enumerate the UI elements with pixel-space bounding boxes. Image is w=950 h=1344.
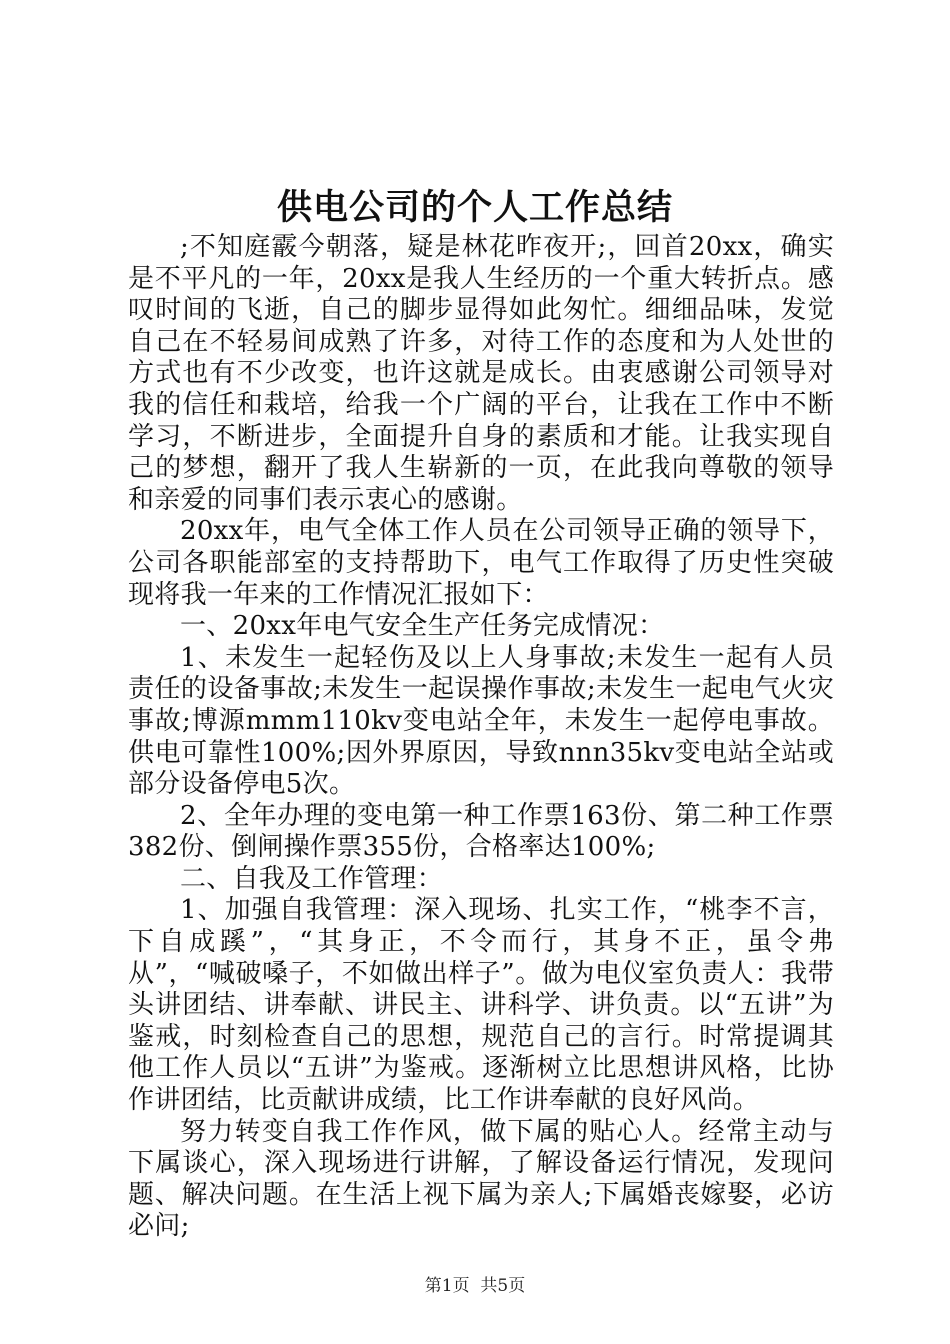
paragraph: 2、全年办理的变电第一种工作票163份、第二种工作票382份、倒闸操作票355份，合格率达100%;	[128, 800, 834, 863]
page-total: 共5页	[480, 1276, 526, 1296]
paragraph: 1、加强自我管理：深入现场、扎实工作，“桃李不言，下自成蹊”，“其身正，不令而行，其身不正，虽令弗从”，“喊破嗓子，不如做出样子”。做为电仪室负责人：我带头讲团结、讲奉献、讲民主、讲科学、讲负责。以“五讲”为鉴戒，时刻检查自己的思想，规范自己的言行。时常提调其他工作人员以“五讲”为鉴戒。逐渐树立比思想讲风格，比协作讲团结，比贡献讲成绩，比工作讲奉献的良好风尚。	[128, 895, 834, 1116]
paragraph: ;不知庭霰今朝落，疑是林花昨夜开;，回首20xx，确实是不平凡的一年，20xx是我人生经历的一个重大转折点。感叹时间的飞逝，自己的脚步显得如此匆忙。细细品味，发觉自己在不轻易间成熟了许多，对待工作的态度和为人处世的方式也有不少改变，也许这就是成长。由衷感谢公司领导对我的信任和栽培，给我一个广阔的平台，让我在工作中不断学习，不断进步，全面提升自身的素质和才能。让我实现自己的梦想，翻开了我人生崭新的一页，在此我向尊敬的领导和亲爱的同事们表示衷心的感谢。	[128, 232, 834, 515]
paragraph: 20xx年，电气全体工作人员在公司领导正确的领导下，公司各职能部室的支持帮助下，电气工作取得了历史性突破现将我一年来的工作情况汇报如下：	[128, 516, 834, 610]
page-footer	[0, 1274, 950, 1298]
document-title: 供电公司的个人工作总结	[276, 187, 673, 228]
page-number: 第1页	[424, 1276, 470, 1296]
paragraph: 二、自我及工作管理：	[180, 863, 444, 894]
paragraph: 一、20xx年电气安全生产任务完成情况：	[180, 611, 665, 642]
paragraph: 努力转变自我工作作风，做下属的贴心人。经常主动与下属谈心，深入现场进行讲解，了解设备运行情况，发现问题、解决问题。在生活上视下属为亲人;下属婚丧嫁娶，必访必问;	[128, 1116, 834, 1242]
document-body	[128, 232, 834, 1243]
paragraph: 1、未发生一起轻伤及以上人身事故;未发生一起有人员责任的设备事故;未发生一起误操作事故;未发生一起电气火灾事故;博源mmm110kv变电站全年，未发生一起停电事故。供电可靠性100%;因外界原因，导致nnn35kv变电站全站或部分设备停电5次。	[128, 642, 834, 800]
